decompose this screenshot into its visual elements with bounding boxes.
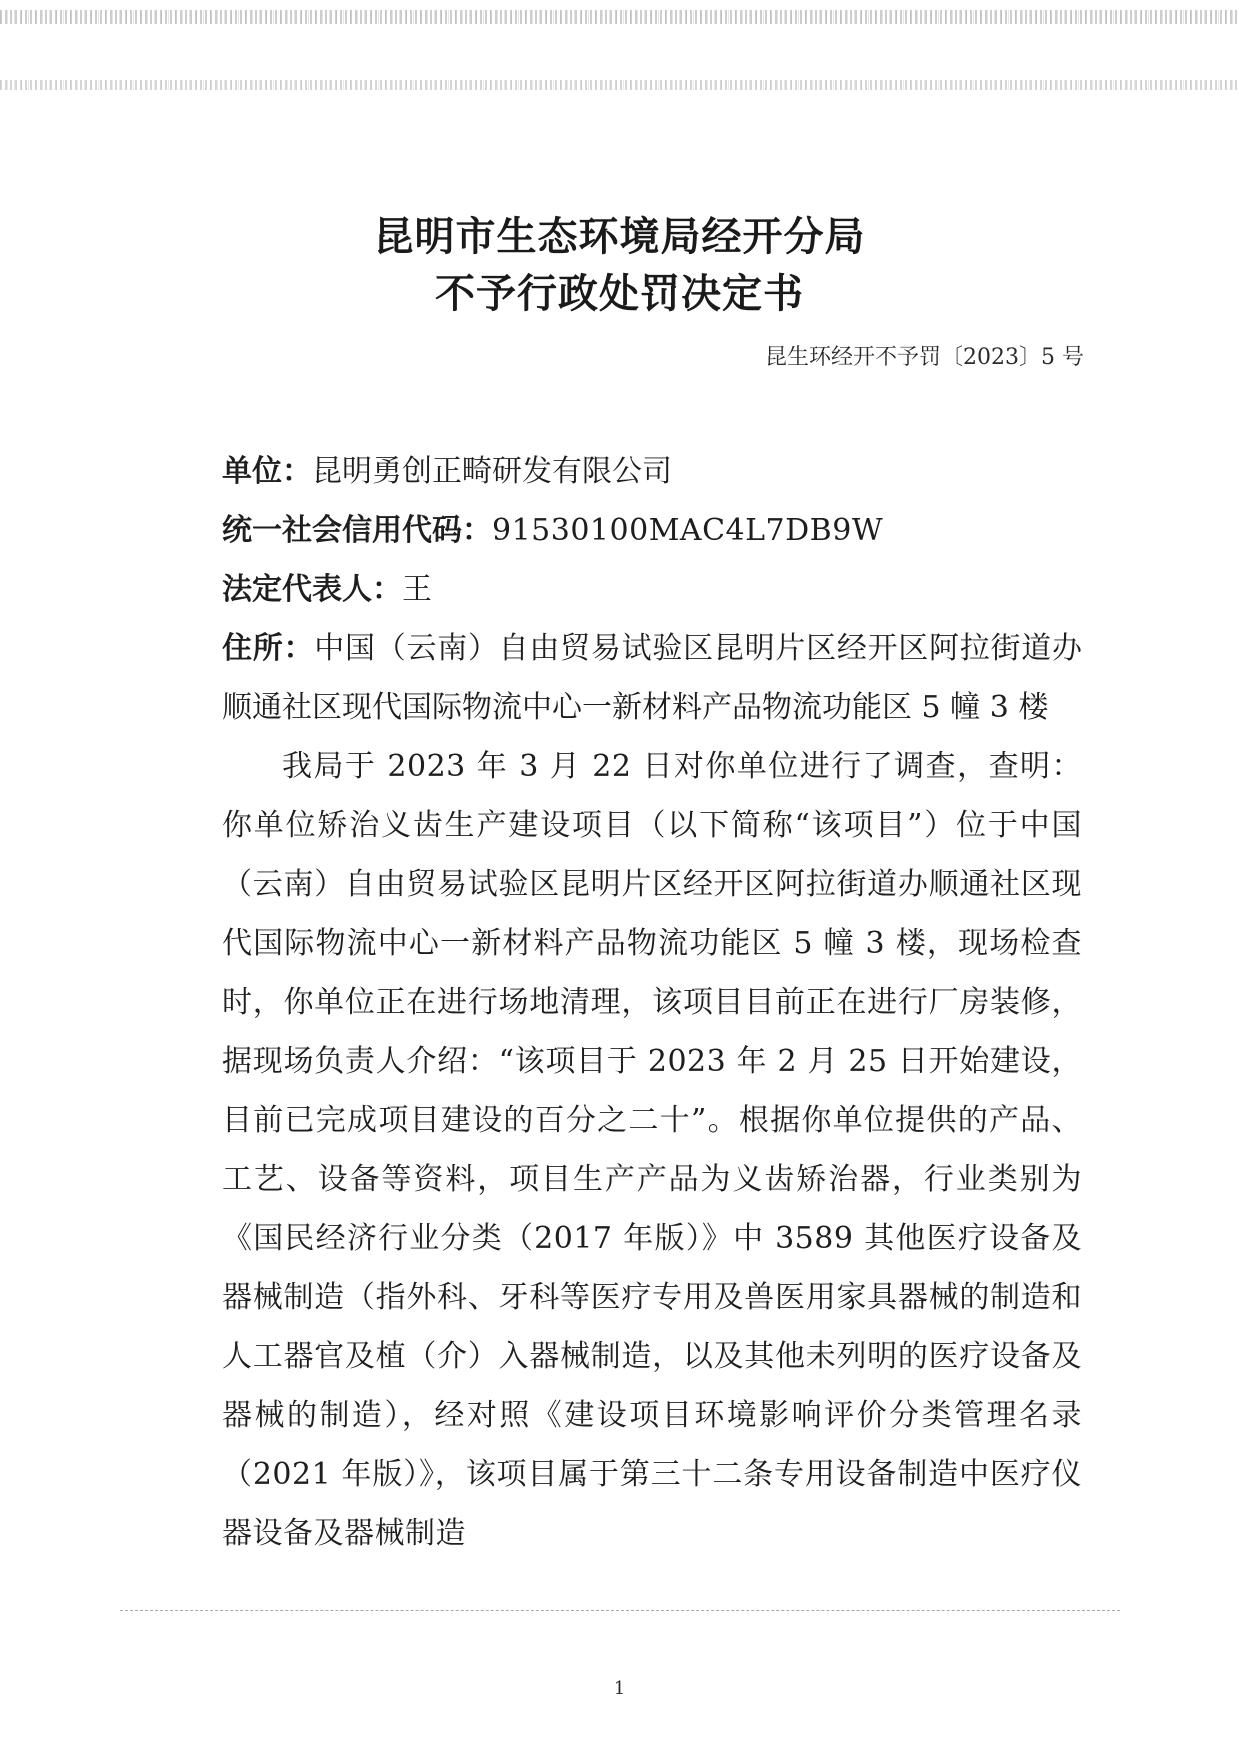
address-value: 中国（云南）自由贸易试验区昆明片区经开区阿拉街道办顺通社区现代国际物流中心一新材料产品物流功能区 5 幢 3 楼 bbox=[222, 631, 1083, 725]
scan-noise-top-second bbox=[0, 80, 1239, 90]
unit-label: 单位： bbox=[222, 454, 312, 489]
scan-noise-top bbox=[0, 10, 1239, 24]
document-body bbox=[222, 442, 1082, 1563]
address-label: 住所： bbox=[222, 631, 315, 666]
credit-code-label: 统一社会信用代码： bbox=[222, 513, 492, 548]
credit-code-value: 91530100MAC4L7DB9W bbox=[492, 513, 884, 548]
document-title-line1: 昆明市生态环境局经开分局 bbox=[373, 214, 866, 260]
unit-field bbox=[222, 442, 1082, 501]
document-title-line2: 不予行政处罚决定书 bbox=[435, 271, 804, 317]
credit-code-field bbox=[222, 501, 1082, 560]
page-number: 1 bbox=[613, 1678, 626, 1699]
investigation-paragraph: 我局于 2023 年 3 月 22 日对你单位进行了调查，查明：你单位矫治义齿生产建设项目（以下简称“该项目”）位于中国（云南）自由贸易试验区昆明片区经开区阿拉街道办顺通社区现代国际物流中心一新材料产品物流功能区 5 幢 3 楼，现场检查时，你单位正在进行场地清理，该项目目前正在进行厂房装修，据现场负责人介绍：“该项目于 2023 年 2 月 25 日开始建设，目前已完成项目建设的百分之二十”。根据你单位提供的产品、工艺、设备等资料，项目生产产品为义齿矫治器，行业类别为《国民经济行业分类（2017 年版）》中 3589 其他医疗设备及器械制造（指外科、牙科等医疗专用及兽医用家具器械的制造和人工器官及植（介）入器械制造，以及其他未列明的医疗设备及器械的制造），经对照《建设项目环境影响评价分类管理名录（2021 年版）》，该项目属于第三十二条专用设备制造中医疗仪器设备及器械制造 bbox=[222, 749, 1082, 1551]
scan-line-bottom bbox=[120, 1610, 1120, 1612]
document-number: 昆生环经开不予罚〔2023〕5 号 bbox=[765, 345, 1084, 370]
address-field bbox=[222, 619, 1082, 737]
legal-rep-label: 法定代表人： bbox=[222, 572, 402, 607]
unit-value: 昆明勇创正畸研发有限公司 bbox=[312, 454, 672, 489]
legal-rep-field bbox=[222, 560, 1082, 619]
legal-rep-value: 王 bbox=[402, 572, 432, 607]
